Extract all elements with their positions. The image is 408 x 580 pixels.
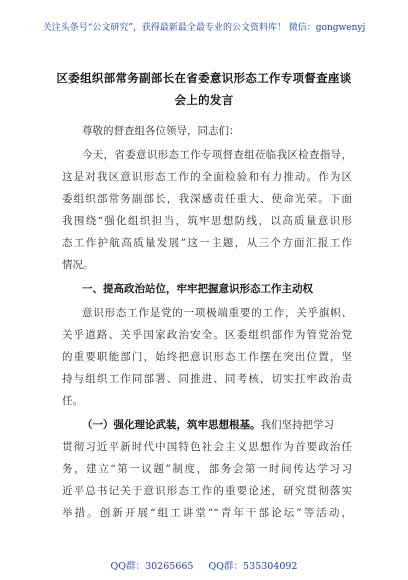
subsection-1-line: 近平总书记关于意识形态工作的重要论述，研究贯彻落实 [62,485,352,497]
subsection-1-first-line [82,418,352,432]
footer-qq-group-1: QQ群：30265665 [110,561,194,572]
footer-qq-group-2: QQ群：535304092 [208,561,298,572]
subsection-1-line: 贯彻习近平新时代中国特色社会主义思想作为首要政治任 [62,441,352,453]
intro-line: 委组织部常务副部长，我深感责任重大、使命光荣。下面 [62,193,352,205]
intro-line: 情况。 [62,259,94,271]
subsection-1-line: 举措。创新开展“组工讲堂”“青年干部论坛”等活动， [62,507,352,519]
subsection-1-line: 务，建立“第一议题”制度，部务会第一时间传达学习习 [62,463,352,475]
document-title-line-1: 区委组织部常务副部长在省委意识形态工作专项督查座谈 [56,71,352,85]
subsection-1-heading: （一）强化理论武装，筑牢思想根基。 [82,419,261,431]
footer [0,561,408,573]
section-1-line: 持与组织工作同部署、同推进、同考核，切实扛牢政治责 [62,373,352,385]
salutation: 尊敬的督查组各位领导，同志们： [82,125,240,137]
document-title-line-2: 会上的发言 [174,93,234,107]
section-1-heading: 一、提高政治站位，牢牢把握意识形态工作主动权 [82,283,313,295]
intro-line: 我围绕“强化组织担当，筑牢思想防线，以高质量意识形 [62,215,352,227]
section-1-line: 关乎道路、关乎国家政治安全。区委组织部作为管党治党 [62,329,352,341]
section-1-line: 意识形态工作是党的一项极端重要的工作，关乎旗帜、 [82,307,352,319]
intro-line: 态工作护航高质量发展”这一主题，从三个方面汇报工作 [62,237,352,249]
section-1-line: 任。 [62,395,83,407]
section-1-line: 的重要职能部门，始终把意识形态工作摆在突出位置，坚 [62,351,352,363]
intro-line: 今天，省委意识形态工作专项督查组莅临我区检查指导， [82,149,352,161]
subsection-1-first-rest: 我们坚持把学习 [260,419,334,431]
header-banner: 关注头条号“公文研究”，获得最新最全最专业的公文资料库！ 微信：gongwenyj [42,23,366,33]
intro-line: 这是对我区意识形态工作的全面检验和有力推动。作为区 [62,171,352,183]
